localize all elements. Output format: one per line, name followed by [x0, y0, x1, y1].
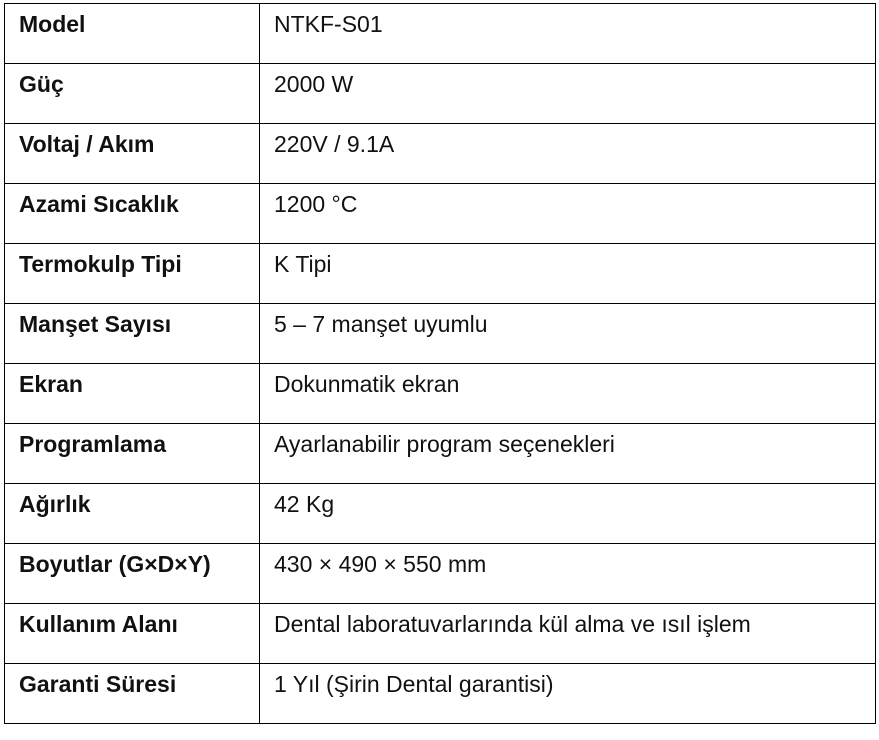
spec-label: Ağırlık — [5, 484, 260, 544]
spec-label: Boyutlar (G×D×Y) — [5, 544, 260, 604]
spec-label: Voltaj / Akım — [5, 124, 260, 184]
spec-label: Model — [5, 4, 260, 64]
table-row — [5, 604, 876, 664]
spec-value: Dental laboratuvarlarında kül alma ve ısıl işlem — [260, 604, 876, 664]
spec-label: Termokulp Tipi — [5, 244, 260, 304]
spec-value: 220V / 9.1A — [260, 124, 876, 184]
spec-value: Ayarlanabilir program seçenekleri — [260, 424, 876, 484]
table-row — [5, 64, 876, 124]
table-row — [5, 484, 876, 544]
table-row — [5, 664, 876, 724]
spec-label: Programlama — [5, 424, 260, 484]
spec-label: Garanti Süresi — [5, 664, 260, 724]
table-row — [5, 4, 876, 64]
spec-label: Kullanım Alanı — [5, 604, 260, 664]
spec-value: Dokunmatik ekran — [260, 364, 876, 424]
spec-label: Ekran — [5, 364, 260, 424]
table-row — [5, 424, 876, 484]
spec-value: K Tipi — [260, 244, 876, 304]
spec-value: 1200 °C — [260, 184, 876, 244]
spec-value: 2000 W — [260, 64, 876, 124]
spec-label: Güç — [5, 64, 260, 124]
table-row — [5, 184, 876, 244]
spec-value: NTKF-S01 — [260, 4, 876, 64]
spec-value: 5 – 7 manşet uyumlu — [260, 304, 876, 364]
spec-value: 42 Kg — [260, 484, 876, 544]
spec-label: Manşet Sayısı — [5, 304, 260, 364]
spec-table — [4, 3, 876, 724]
spec-value: 1 Yıl (Şirin Dental garantisi) — [260, 664, 876, 724]
spec-label: Azami Sıcaklık — [5, 184, 260, 244]
table-row — [5, 244, 876, 304]
spec-value: 430 × 490 × 550 mm — [260, 544, 876, 604]
table-row — [5, 124, 876, 184]
table-row — [5, 544, 876, 604]
table-row — [5, 304, 876, 364]
table-row — [5, 364, 876, 424]
